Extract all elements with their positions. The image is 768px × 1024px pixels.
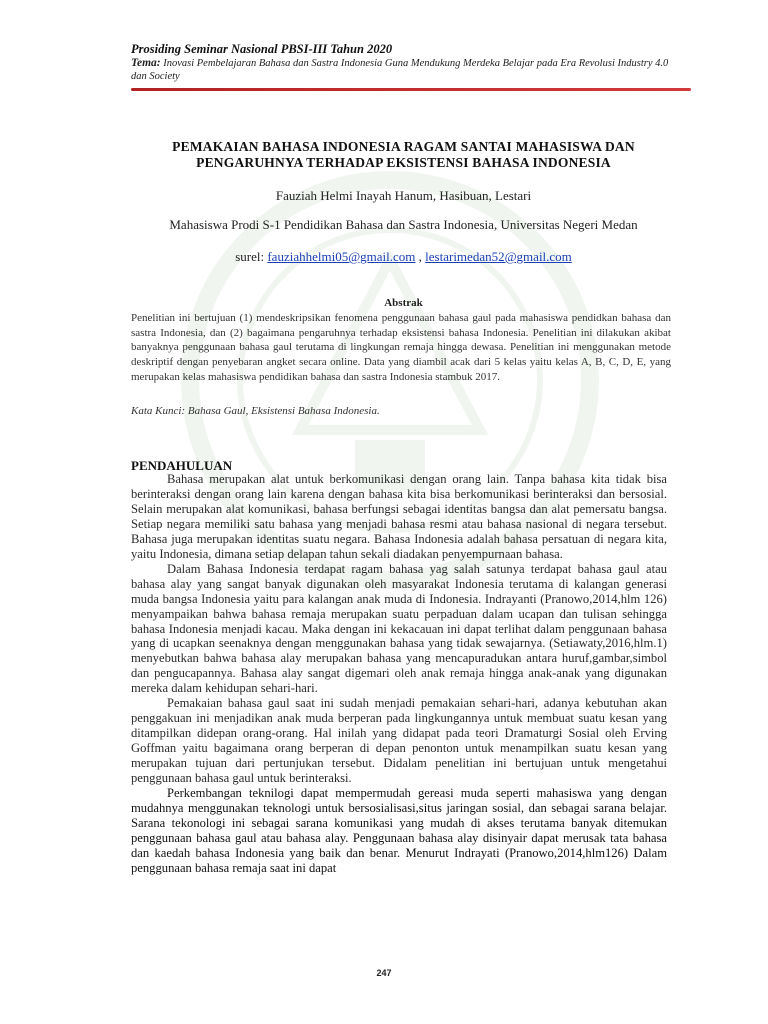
keywords: [131, 405, 380, 417]
email-line: [131, 249, 676, 265]
keywords-text: Bahasa Gaul, Eksistensi Bahasa Indonesia.: [187, 405, 380, 417]
section-body: [131, 472, 667, 876]
email-link-1[interactable]: fauziahhelmi05@gmail.com: [267, 249, 416, 264]
email-label: surel:: [235, 249, 265, 264]
section-heading: PENDAHULUAN: [131, 458, 233, 473]
authors: Fauziah Helmi Inayah Hanum, Hasibuan, Lestari: [275, 188, 532, 203]
abstract-text: Penelitian ini bertujuan (1) mendeskripsikan fenomena penggunaan bahasa gaul pada mahasiswa pendidkan bahasa dan sastra Indonesia, dan (2) bagaimana pengaruhnya terhadap eksistensi bahasa Indonesia. Penelitian ini dilakukan akibat banyaknya penggunaan bahasa gaul terutama di lingkungan remaja hingga dewasa. Penelitian ini menggunakan metode deskriptif dengan penyebaran angket secara online. Data yang diambil acak dari 5 kelas yaitu kelas A, B, C, D, E, yang merupakan kelas mahasiswa pendidikan bahasa dan sastra Indonesia stambuk 2017.: [131, 312, 671, 383]
paper-title-line1: PEMAKAIAN BAHASA INDONESIA RAGAM SANTAI MAHASISWA DAN: [172, 139, 635, 154]
keywords-label: Kata Kunci:: [131, 405, 186, 417]
paragraph: Dalam Bahasa Indonesia terdapat ragam bahasa yag salah satunya terdapat bahasa gaul atau bahasa alay yang sangat banyak digunakan oleh masyarakat Indonesia terutama di kalangan generasi muda bangsa Indonesia yaitu para kalangan anak muda di Indonesia. Indrayanti (Pranowo,2014,hlm 126) menyampaikan bahwa bahasa remaja merupakan suatu perpaduan dalam ucapan dan tulisan sehingga bahasa Indonesia menjadi kacau. Maka dengan ini kekacauan ini dapat terlihat dalam penggunaan bahasa yang di ucapkan seenaknya dengan menggunakan bahasa yang tidak sewajarnya. (Setiawaty,2016,hlm.1) menyebutkan bahwa bahasa alay merupakan bahasa yang mencapuradukan antara huruf,gambar,simbol dan pengucapannya. Bahasa alay sangat digemari oleh anak remaja hingga anak-anak yang digunakan mereka dalam kehidupan sehari-hari.: [131, 561, 667, 696]
journal-name: Prosiding Seminar Nasional PBSI-III Tahun 2020: [131, 42, 393, 56]
paragraph: Bahasa merupakan alat untuk berkomunikasi dengan orang lain. Tanpa bahasa kita tidak bisa berinteraksi dengan orang lain karena dengan bahasa kita bisa berkomunikasi berinteraksi dan bersosial. Selain merupakan alat komunikasi, bahasa berfungsi sebagai identitas bangsa dan alat pemersatu bangsa. Setiap negara memiliki satu bahasa yang menjadi bahasa resmi atau bahasa nasional di negara tersebut. Bahasa juga merupakan identitas suatu negara. Bahasa Indonesia adalah bahasa persatuan di negara kita, yaitu Indonesia, dimana setiap delapan tahun sekali diadakan penyempurnaan bahasa.: [131, 472, 667, 561]
email-separator: ,: [418, 249, 422, 264]
theme-label: Tema:: [131, 57, 161, 69]
email-link-2[interactable]: lestarimedan52@gmail.com: [425, 249, 572, 264]
paragraph: Pemakaian bahasa gaul saat ini sudah menjadi pemakaian sehari-hari, adanya kebutuhan akan penggakuan ini menjadikan anak muda berperan pada lingkungannya untuk membuat suatu kesan yang ditampilkan didepan orang-orang. Hal inilah yang didapat pada teori Dramaturgi Sosial oleh Erving Goffman yaitu bagaimana orang berperan di depan penonton untuk menampilkan suatu kesan yang merupakan tujuan dari pertunjukan tersebut. Didalam penelitian ini bertujuan untuk mengetahui penggunaan bahasa gaul untuk berinteraksi.: [131, 696, 667, 786]
paper-title-line2: PENGARUHNYA TERHADAP EKSISTENSI BAHASA INDONESIA: [196, 155, 611, 170]
abstract-heading: Abstrak: [384, 297, 423, 309]
page-number: 247: [376, 968, 392, 978]
theme-text: Inovasi Pembelajaran Bahasa dan Sastra Indonesia Guna Mendukung Merdeka Belajar pada Era Revolusi Industry 4.0 dan Society: [131, 58, 669, 82]
paragraph: Perkembangan teknilogi dapat mempermudah gereasi muda seperti mahasiswa yang dengan mudahnya menggunakan teknologi untuk bersosialisasi,situs jaringan sosial, dan sebagai sarana belajar. Sarana tekonologi ini sebagai sarana komunikasi yang mudah di akses terutama banyak ditemukan penggunaan bahasa gaul atau bahasa alay. Penggunaan bahasa alay disinyair dapat merusak tata bahasa dan kaedah bahasa Indonesia yang baik dan benar. Menurut Indrayati (Pranowo,2014,hlm126) Dalam penggunaan bahasa remaja saat ini dapat: [131, 786, 667, 875]
header-rule: [131, 88, 691, 91]
conference-theme: [131, 57, 676, 83]
affiliation: Mahasiswa Prodi S-1 Pendidikan Bahasa dan Sastra Indonesia, Universitas Negeri Medan: [169, 217, 638, 232]
